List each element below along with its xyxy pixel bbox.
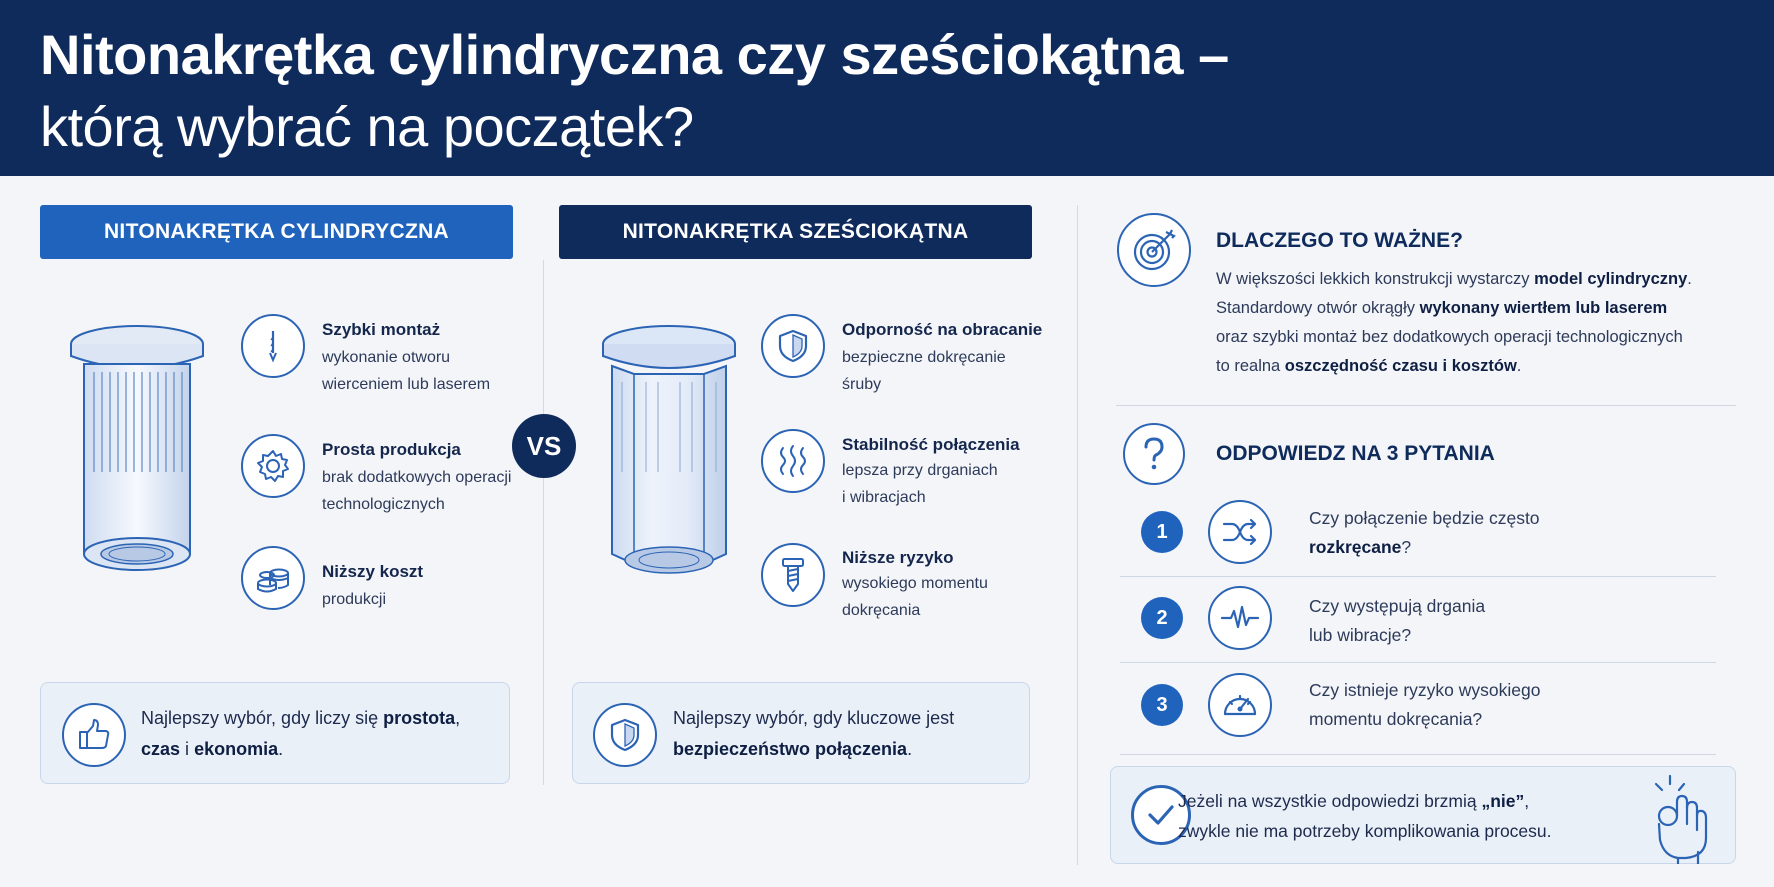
feature-title: Szybki montaż bbox=[322, 320, 441, 339]
feature-desc: wykonanie otworu wierceniem lub laserem bbox=[322, 349, 491, 393]
coins-icon bbox=[241, 546, 305, 610]
column-divider-bottom bbox=[543, 680, 544, 785]
right-panel-divider bbox=[1077, 205, 1078, 865]
question-text: Czy istnieje ryzyko wysokiego momentu dokręcania? bbox=[1309, 680, 1541, 729]
question-number: 3 bbox=[1141, 684, 1183, 726]
screw-icon bbox=[761, 543, 825, 607]
feature-desc: lepsza przy drganiach i wibracjach bbox=[842, 462, 998, 506]
target-icon bbox=[1117, 213, 1191, 287]
vibration-icon bbox=[761, 429, 825, 493]
gear-icon bbox=[241, 434, 305, 498]
hexagonal-heading: NITONAKRĘTKA SZEŚCIOKĄTNA bbox=[559, 205, 1032, 259]
question-text: Czy połączenie będzie często rozkręcane? bbox=[1309, 508, 1540, 557]
ok-hand-icon bbox=[1648, 774, 1710, 864]
divider bbox=[1120, 754, 1716, 755]
shuffle-icon bbox=[1208, 500, 1272, 564]
question-mark-icon bbox=[1123, 423, 1185, 485]
shield-icon bbox=[761, 314, 825, 378]
feature-desc: bezpieczne dokręcanie śruby bbox=[842, 349, 1006, 393]
feature-desc: brak dodatkowych operacji technologicznych bbox=[322, 469, 512, 513]
divider bbox=[1116, 405, 1736, 406]
cylindrical-best-choice-text: Najlepszy wybór, gdy liczy się prostota, czas i ekonomia. bbox=[141, 708, 461, 759]
drill-bit-icon bbox=[241, 314, 305, 378]
why-text: W większości lekkich konstrukcji wystarczy model cylindryczny. Standardowy otwór okrągły wykonany wiertłem lub laserem oraz szybki montaż bez dodatkowych operacji technologicznych to realna oszczędność czasu i kosztów. bbox=[1216, 270, 1692, 375]
why-title: DLACZEGO TO WAŻNE? bbox=[1216, 229, 1463, 252]
shield-icon bbox=[593, 703, 657, 767]
final-note-text: Jeżeli na wszystkie odpowiedzi brzmią „nie”, zwykle nie ma potrzeby komplikowania procesu. bbox=[1178, 791, 1552, 841]
thumbs-up-icon bbox=[62, 703, 126, 767]
question-text: Czy występują drgania lub wibracje? bbox=[1309, 596, 1486, 645]
question-number: 1 bbox=[1141, 511, 1183, 553]
feature-desc: wysokiego momentu dokręcania bbox=[842, 575, 988, 619]
divider bbox=[1120, 576, 1716, 577]
page-title-line1: Nitonakrętka cylindryczna czy sześciokątna – bbox=[40, 23, 1229, 86]
divider bbox=[1120, 662, 1716, 663]
cylindrical-heading: NITONAKRĘTKA CYLINDRYCZNA bbox=[40, 205, 513, 259]
feature-title: Niższe ryzyko bbox=[842, 548, 954, 567]
vs-badge: VS bbox=[512, 414, 576, 478]
question-number: 2 bbox=[1141, 597, 1183, 639]
pulse-icon bbox=[1208, 586, 1272, 650]
cylindrical-nut-illustration bbox=[62, 322, 212, 584]
feature-title: Niższy koszt bbox=[322, 562, 424, 581]
hexagonal-nut-illustration bbox=[594, 322, 744, 584]
page-title-line2: którą wybrać na początek? bbox=[40, 95, 694, 158]
feature-desc: produkcji bbox=[322, 591, 387, 608]
gauge-icon bbox=[1208, 673, 1272, 737]
feature-title: Prosta produkcja bbox=[322, 440, 461, 459]
feature-title: Stabilność połączenia bbox=[842, 435, 1020, 454]
feature-title: Odporność na obracanie bbox=[842, 320, 1043, 339]
header-banner bbox=[0, 0, 1774, 176]
hexagonal-best-choice-text: Najlepszy wybór, gdy kluczowe jest bezpieczeństwo połączenia. bbox=[673, 708, 955, 759]
questions-title: ODPOWIEDZ NA 3 PYTANIA bbox=[1216, 442, 1495, 465]
